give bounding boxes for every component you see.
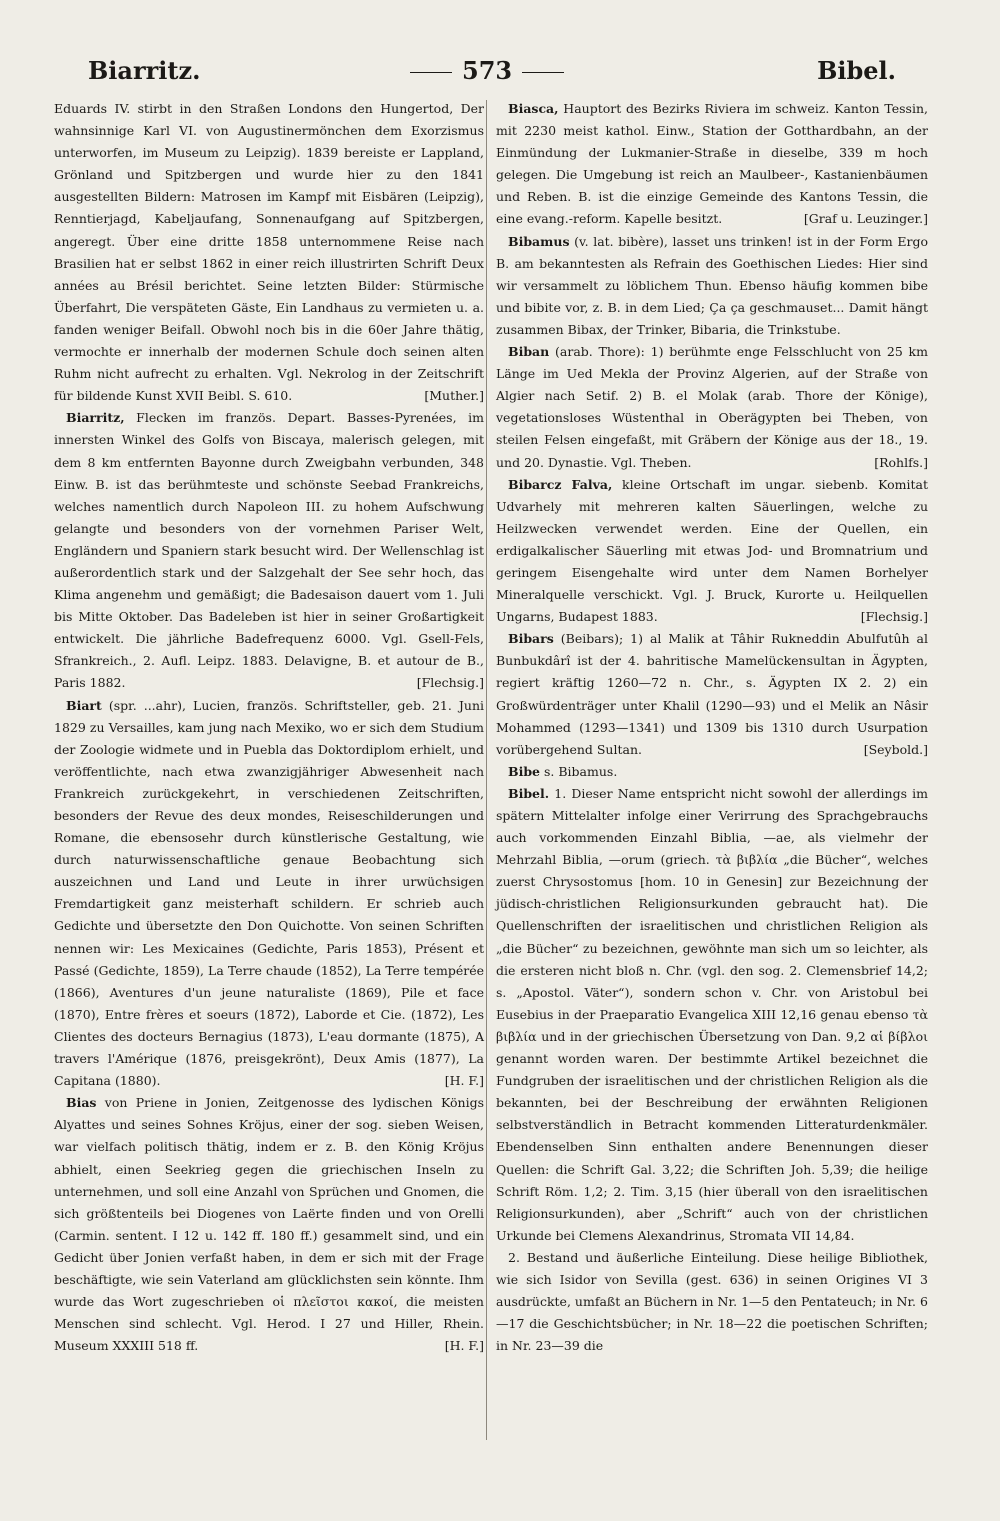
entry-biban: Biban (arab. Thore): 1) berühmte enge Felsschlucht von 25 km Länge im Ued Mekla der Provinz Algerien, auf der Straße von Algier nach Setif. 2) B. el Molak (arab. Thore der Könige), vegetationsloses Wüstenthal in Oberägypten bei Theben, von steilen Felsen eingefaßt, mit Gräbern der Könige aus der 18., 19. und 20. Dynastie. Vgl. Theben. [Rohlfs.]: [496, 341, 928, 474]
entry-bibel: Bibel. 1. Dieser Name entspricht nicht sowohl der allerdings im spätern Mittelalter infolge einer Verirrung des Sprachgebrauchs auch vorkommenden Einzahl Biblia, —ae, als vielmehr der Mehrzahl Biblia, —orum (griech. τὰ βιβλία „die Bücher“, welches zuerst Chrysostomus [hom. 10 in Genesin] zur Bezeichnung der jüdisch-christlichen Religionsurkunden gebraucht hat). Die Quellenschriften der israelitischen und christlichen Religion als „die Bücher“ zu bezeichnen, gewöhnte man sich um so leichter, als die ersteren nicht bloß n. Chr. (vgl. den sog. 2. Clemensbrief 14,2; s. „Apostol. Väter“), sondern schon v. Chr. von Aristobul bei Eusebius in der Praeparatio Evangelica XIII 12,16 genau ebenso τὰ βιβλία und in der griechischen Übersetzung von Dan. 9,2 αἱ βίβλοι genannt worden waren. Der bestimmte Artikel bezeichnet die Fundgruben der israelitischen und der christlichen Religion als die bekannten, bei der Beschreibung der erwähnten Religionen selbstverständlich in Betracht kommenden Litteraturdenkmäler. Ebendenselben Sinn enthalten andere Benennungen dieser Quellen: die Schrift Gal. 3,22; die Schriften Joh. 5,39; die heilige Schrift Röm. 1,2; 2. Tim. 3,15 (hier überall von den israelitischen Religionsurkunden), aber „Schrift“ auch von der christlichen Urkunde bei Clemens Alexandrinus, Stromata VII 14,84.: [496, 785, 928, 1243]
entry-bibars: Bibars (Beibars); 1) al Malik at Tâhir Rukneddin Abulfutûh al Bunbukdârî ist der 4. bahritische Mamelückensultan in Ägypten, regiert kräftig 1260—72 n. Chr., s. Ägypten IX 2. 2) ein Großwürdenträger unter Khalil (1290—93) und el Melik an Nâsir Mohammed (1293—1341) und 1309 bis 1310 durch Usurpation vorübergehend Sultan. [Seybold.]: [496, 628, 928, 761]
entry-biart: Biart (spr. ...ahr), Lucien, französ. Schriftsteller, geb. 21. Juni 1829 zu Versailles, kam jung nach Mexiko, wo er sich dem Studium der Zoologie widmete und in Puebla das Doktordiplom erhielt, und veröffentlichte, nach etwa zwanzigjähriger Abwesenheit nach Frankreich zurückgekehrt, in verschiedenen Zeitschriften, besonders der Revue des deux mondes, Reiseschilderungen und Romane, die ebensosehr durch künstlerische Gestaltung, wie durch naturwissenschaftliche genaue Beobachtung sich auszeichnen und Land und Leute in ihrer urwüchsigen Fremdartigkeit ganz meisterhaft schildern. Er schrieb auch Gedichte und übersetzte den Don Quichotte. Von seinen Schriften nennen wir: Les Mexicaines (Gedichte, Paris 1853), Présent et Passé (Gedichte, 1859), La Terre chaude (1852), La Terre tempérée (1866), Aventures d'un jeune naturaliste (1869), Pile et face (1870), Entre frères et soeurs (1872), Laborde et Cie. (1872), Les Clientes des docteurs Bernagius (1873), L'eau dormante (1875), A travers l'Amérique (1876, preisgekrönt), Deux Amis (1877), La Capitana (1880). [H. F.]: [54, 695, 484, 1093]
entry-keyword: Bibars: [508, 631, 554, 647]
entry-biarritz: Biarritz, Flecken im französ. Depart. Basses-Pyrenées, im innersten Winkel des Golfs von Biscaya, malerisch gelegen, mit dem 8 km entfernten Bayonne durch Zweigbahn verbunden, 348 Einw. B. ist das berühmteste und schönste Seebad Frankreichs, welches namentlich durch Napoleon III. zu hohem Aufschwung gelangte und besonders von der vornehmen Pariser Welt, Engländern und Spaniern stark besucht wird. Der Wellenschlag ist außerordentlich stark und der Salzgehalt der See sehr hoch, das Klima angenehm und gemäßigt; die Badesaison dauert vom 1. Juli bis Mitte Oktober. Das Badeleben ist hier in seiner Großartigkeit entwickelt. Die jährliche Badefrequenz 6000. Vgl. Gsell-Fels, Sfrankreich., 2. Aufl. Leipz. 1883. Delavigne, B. et autour de B., Paris 1882. [Flechsig.]: [54, 407, 484, 694]
entry-biasca: Biasca, Hauptort des Bezirks Riviera im schweiz. Kanton Tessin, mit 2230 meist kathol. Einw., Station der Gotthardbahn, an der Einmündung der Lukmanier-Straße in dieselbe, 339 m hoch gelegen. Die Umgebung ist reich an Maulbeer-, Kastanienbäumen und Reben. B. ist die einzige Gemeinde des Kantons Tessin, die eine evang.-reform. Kapelle besitzt. [Graf u. Leuzinger.]: [496, 98, 928, 231]
entry-keyword: Biarritz,: [66, 410, 125, 426]
column-divider: [486, 100, 487, 1440]
entry-keyword: Bibel.: [508, 785, 550, 801]
author-signature: [H. F.]: [444, 1073, 484, 1089]
right-column: [496, 98, 928, 1357]
entry-bibarcz-falva: Bibarcz Falva, kleine Ortschaft im ungar. siebenb. Komitat Udvarhely mit mehreren kalten Säuerlingen, welche zu Heilzwecken verwendet werden. Eine der Quellen, ein erdigalkalischer Säuerling mit etwas Jod- und Bromnatrium und geringem Eisengehalte wird unter dem Namen Borhelyer Mineralquelle verschickt. Vgl. J. Bruck, Kurorte u. Heilquellen Ungarns, Budapest 1883. [Flechsig.]: [496, 474, 928, 629]
author-signature: [Rohlfs.]: [874, 454, 928, 470]
entry-keyword: Biban: [508, 344, 550, 360]
entry-bibe: Bibe s. Bibamus.: [508, 763, 618, 779]
author-signature: [Seybold.]: [863, 741, 928, 757]
entry-keyword: Biart: [66, 697, 102, 713]
entry-bibamus: Bibamus (v. lat. bibère), lasset uns trinken! ist in der Form Ergo B. am bekanntesten als Refrain des Goethischen Liedes: Hier sind wir versammelt zu löblichem Thun. Ebenso häufig kommen bibe und bibite vor, z. B. in dem Lied; Ça ça geschmauset... Damit hängt zusammen Bibax, der Trinker, Bibaria, die Trinkstube.: [496, 233, 928, 337]
running-head-left: Biarritz.: [88, 56, 201, 85]
entry-keyword: Bibe: [508, 763, 541, 779]
author-signature: [H. F.]: [444, 1338, 484, 1354]
entry-bibel-section-2: 2. Bestand und äußerliche Einteilung. Diese heilige Bibliothek, wie sich Isidor von Sevilla (gest. 636) in seinen Origines VI 3 ausdrückte, umfaßt an Büchern in Nr. 1—5 den Pentateuch; in Nr. 6—17 die Geschichtsbücher; in Nr. 18—22 die poetischen Schriften; in Nr. 23—39 die: [496, 1249, 928, 1354]
author-signature: [Flechsig.]: [416, 675, 484, 691]
entry-keyword: Biasca,: [508, 101, 559, 116]
left-column: [54, 98, 484, 1357]
page-number: 573: [400, 56, 570, 85]
entry-continuation: Eduards IV. stirbt in den Straßen Londons den Hungertod, Der wahnsinnige Karl VI. von Augustinermönchen dem Exorzismus unterworfen, im Museum zu Leipzig). 1839 bereiste er Lappland, Grönland und Spitzbergen und wurde hier zu den 1841 ausgestellten Bildern: Matrosen im Kampf mit Eisbären (Leipzig), Renntierjagd, Kabeljaufang, Sonnenaufgang auf Spitzbergen, angeregt. Über eine dritte 1858 unternommene Reise nach Brasilien hat er selbst 1862 in einer reich illustrirten Schrift Deux années au Brésil berichtet. Seine letzten Bilder: Stürmische Überfahrt, Die verspäteten Gäste, Ein Landhaus zu vermieten u. a. fanden weniger Beifall. Obwohl noch bis in die 60er Jahre thätig, vermochte er innerhalb der modernen Schule doch seinen alten Ruhm nicht aufrecht zu erhalten. Vgl. Nekrolog in der Zeitschrift für bildende Kunst XVII Beibl. S. 610. [Muther.]: [54, 98, 484, 407]
author-signature: [Graf u. Leuzinger.]: [803, 211, 928, 227]
author-signature: [Flechsig.]: [860, 609, 928, 625]
entry-keyword: Bibarcz Falva,: [508, 476, 613, 492]
author-signature: [Muther.]: [424, 388, 484, 404]
entry-keyword: Bias: [66, 1095, 97, 1111]
entry-bias: Bias von Priene in Jonien, Zeitgenosse des lydischen Königs Alyattes und seines Sohnes Kröjus, einer der sog. sieben Weisen, war vielfach politisch thätig, indem er z. B. den König Kröjus abhielt, einen Seekrieg gegen die griechischen Inseln zu unternehmen, und soll eine Anzahl von Sprüchen und Gnomen, die sich größtenteils bei Diogenes von Laërte finden und von Orelli (Carmin. sentent. I 12 u. 142 ff. 180 ff.) gesammelt sind, und ein Gedicht über Jonien verfaßt haben, in dem er sich mit der Frage beschäftigte, wie sein Vaterland am glücklichsten sein könnte. Ihm wurde das Wort zugeschrieben οἱ πλεῖστοι κακοί, die meisten Menschen sind schlecht. Vgl. Herod. I 27 und Hiller, Rhein. Museum XXXIII 518 ff. [H. F.]: [54, 1092, 484, 1357]
entry-keyword: Bibamus: [508, 233, 570, 249]
running-head-right: Bibel.: [817, 56, 896, 85]
